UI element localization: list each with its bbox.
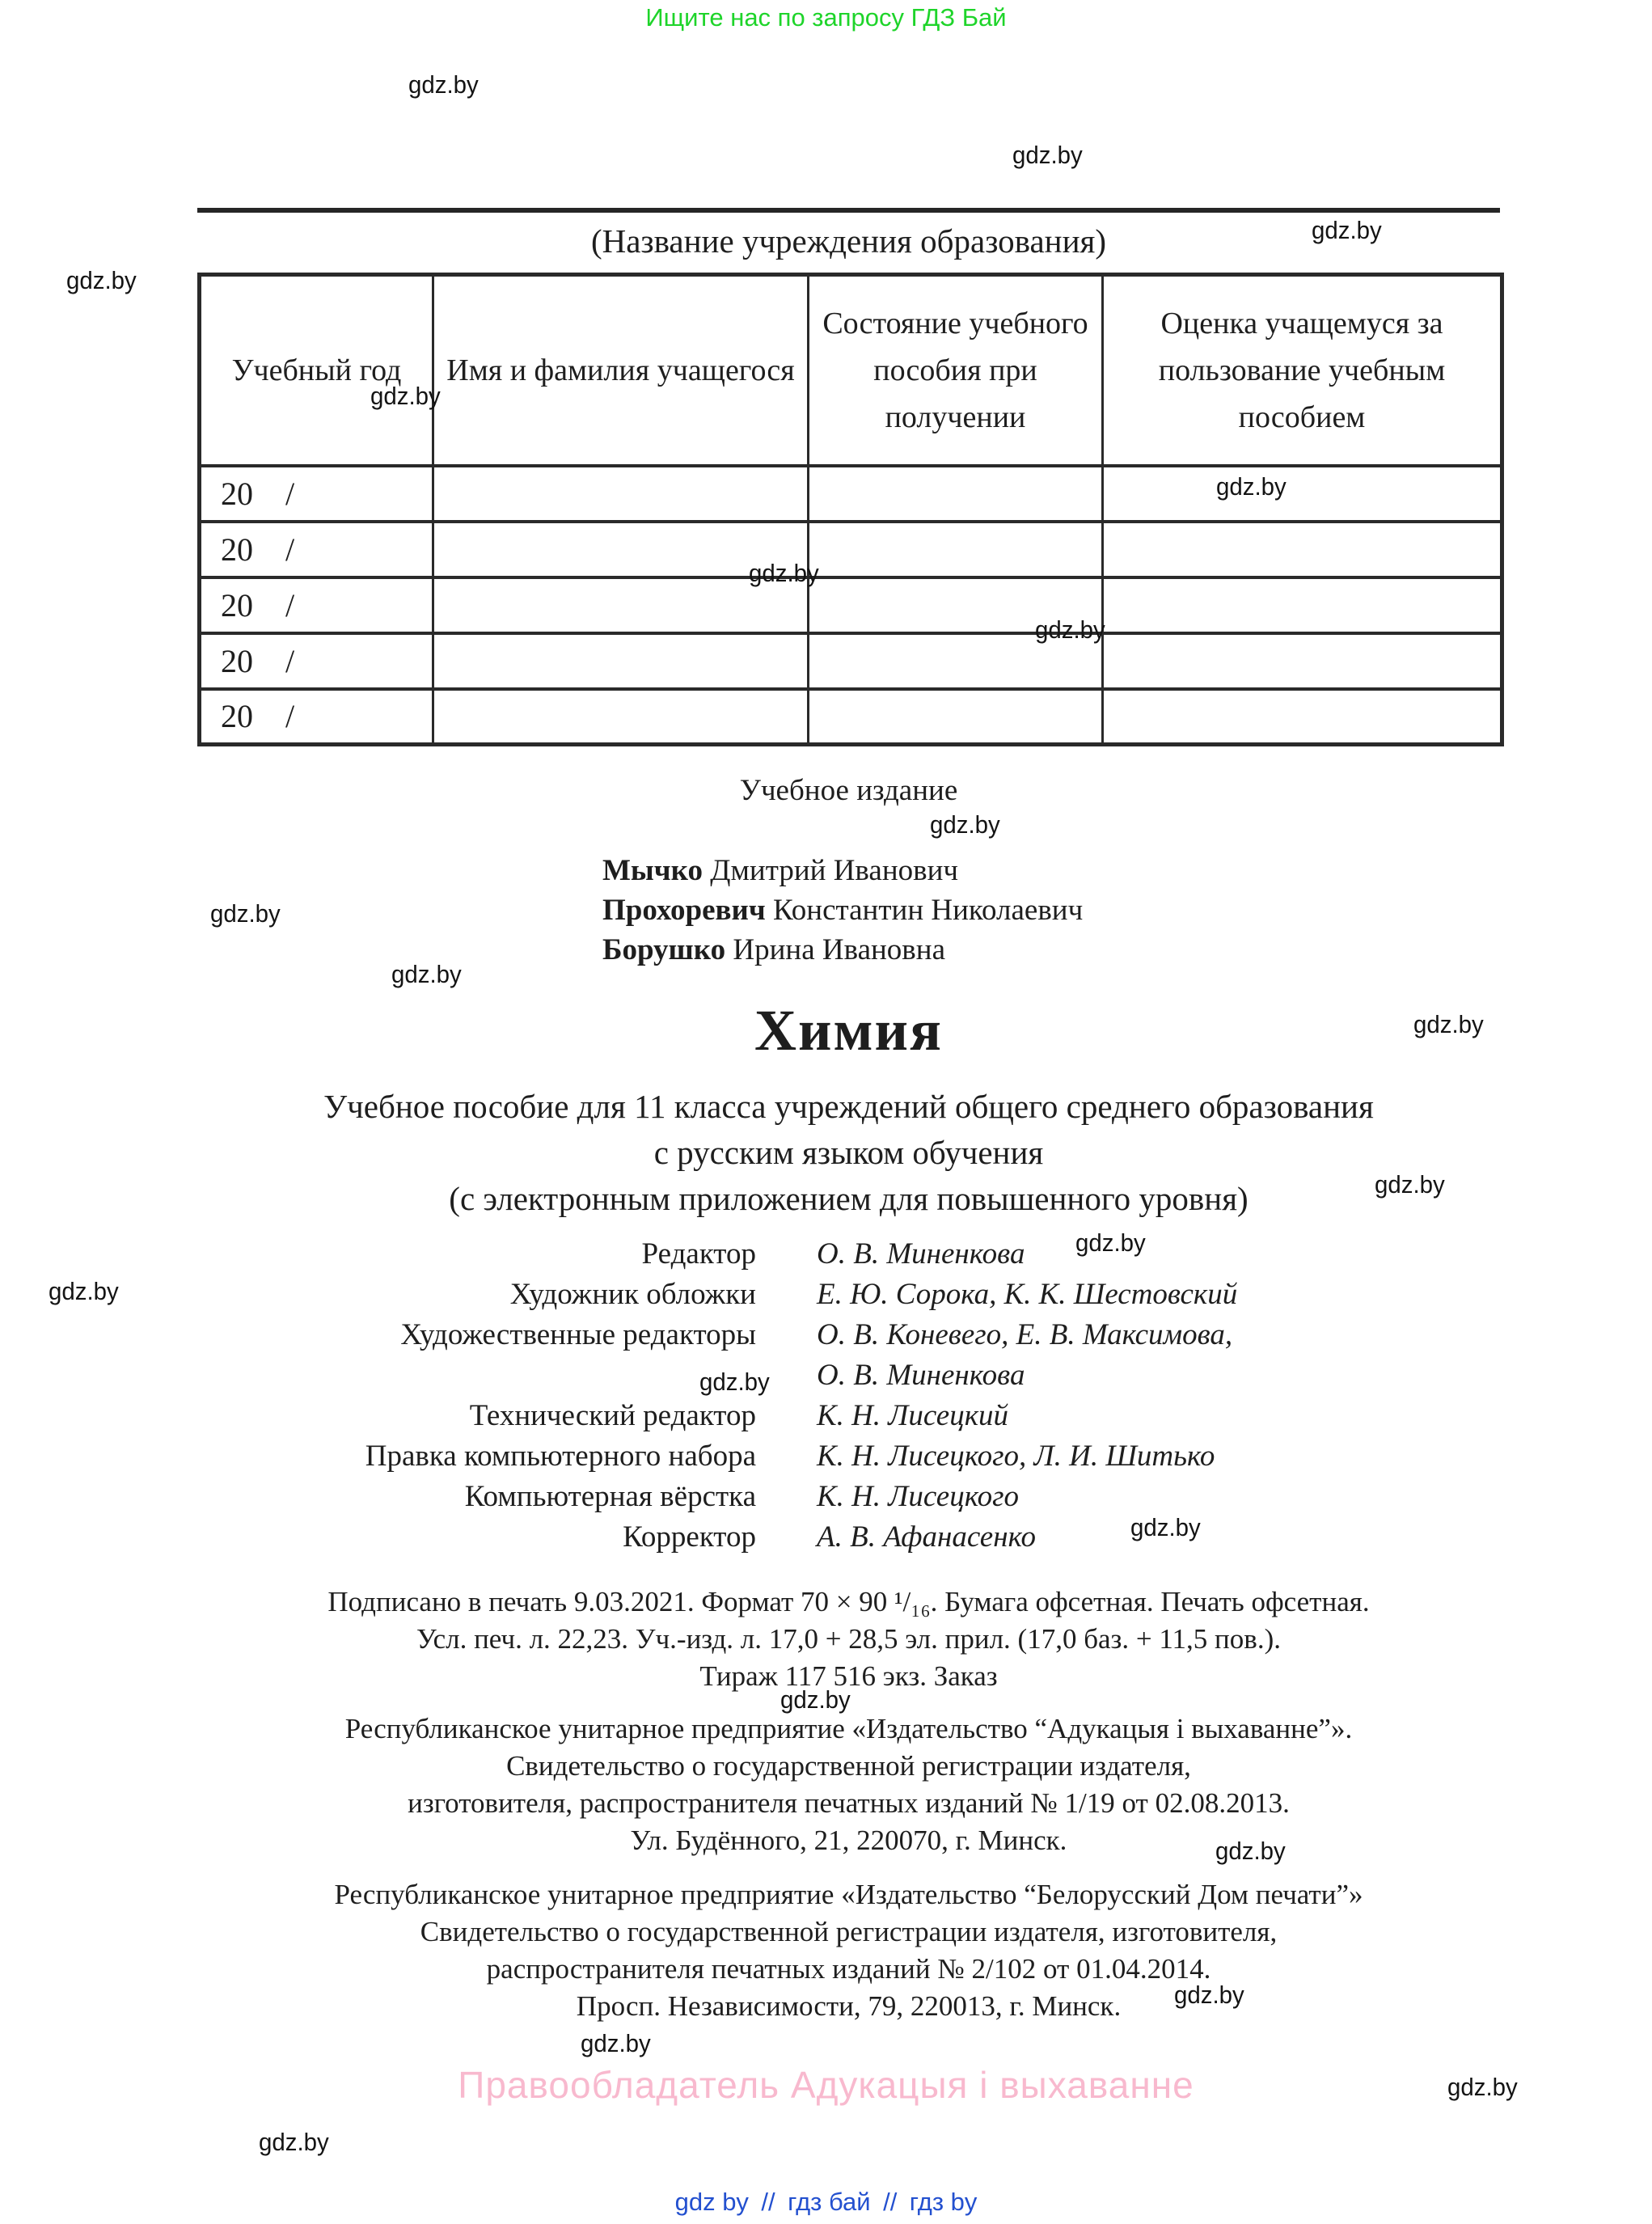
imprint-printer (197, 1876, 1500, 2025)
year-cell: 20 / (200, 689, 433, 745)
book-title: Химия (754, 998, 943, 1063)
empty-cell (809, 466, 1103, 522)
column-header: Состояние учебного пособия при получении (809, 275, 1103, 466)
watermark: gdz.by (1035, 615, 1105, 644)
credit-person: О. В. Миненкова (817, 1359, 1025, 1392)
empty-cell (1103, 689, 1502, 745)
credit-row (197, 1234, 1500, 1275)
credit-role (197, 1355, 756, 1396)
watermark: gdz.by (210, 899, 281, 928)
credit-role: Технический редактор (469, 1399, 756, 1432)
author-name: Прохоревич Константин Николаевич (602, 894, 1084, 927)
edition-kind-label: Учебное издание (739, 774, 958, 807)
subtitle-block (197, 1084, 1500, 1222)
watermark: gdz.by (1216, 472, 1287, 501)
authors-block (602, 851, 1083, 970)
credit-row (197, 1275, 1500, 1315)
watermark: gdz.by (259, 2128, 329, 2156)
watermark: gdz.by (66, 266, 137, 294)
watermark: gdz.by (1312, 216, 1382, 244)
watermark: gdz.by (1075, 1228, 1146, 1257)
credit-person: О. В. Коневего, Е. В. Максимова, (817, 1318, 1233, 1351)
footer-links[interactable]: gdz by // гдз бай // гдз by (674, 2188, 978, 2216)
subtitle-line: Учебное пособие для 11 класса учреждений общего среднего образования (323, 1088, 1374, 1125)
empty-cell (1103, 577, 1502, 633)
table-row (200, 577, 1502, 633)
imprint-line: Республиканское унитарное предприятие «Издательство “Адукацыя і выхаванне”». (344, 1713, 1353, 1744)
credit-person: К. Н. Лисецкий (817, 1399, 1009, 1432)
credit-row (197, 1477, 1500, 1517)
column-header: Имя и фамилия учащегося (433, 275, 809, 466)
watermark: gdz.by (370, 382, 441, 410)
empty-cell (1103, 633, 1502, 689)
column-header: Оценка учащемуся за пользование учебным пособием (1103, 275, 1502, 466)
credit-role: Правка компьютерного набора (365, 1440, 756, 1473)
watermark: gdz.by (1375, 1170, 1445, 1199)
author-name: Борушко Ирина Ивановна (602, 933, 945, 966)
year-cell: 20 / (200, 466, 433, 522)
table-caption: (Название учреждения образования) (590, 222, 1107, 260)
credit-role: Компьютерная вёрстка (464, 1480, 756, 1513)
rights-holder-banner: Правообладатель Адукацыя і выхаванне (458, 2064, 1194, 2106)
watermark: gdz.by (780, 1685, 851, 1714)
imprint-line: Свидетельство о государственной регистрации издателя, (506, 1750, 1191, 1782)
imprint-line: Усл. печ. л. 22,23. Уч.-изд. л. 17,0 + 28,5 эл. прил. (17,0 баз. + 11,5 пов.). (416, 1623, 1281, 1655)
credit-person: К. Н. Лисецкого, Л. И. Шитько (817, 1440, 1215, 1473)
credit-row (197, 1355, 1500, 1396)
table-header-row (200, 275, 1502, 466)
empty-cell (809, 633, 1103, 689)
credit-row (197, 1436, 1500, 1477)
credit-role: Редактор (641, 1237, 756, 1271)
watermark: gdz.by (1130, 1513, 1201, 1541)
subtitle-line: с русским языком обучения (653, 1134, 1044, 1171)
imprint-line: Ул. Будённого, 21, 220070, г. Минск. (630, 1824, 1067, 1856)
imprint-line: изготовителя, распространителя печатных изданий № 1/19 от 02.08.2013. (408, 1787, 1290, 1819)
imprint-publisher (197, 1710, 1500, 1859)
imprint-line: Свидетельство о государственной регистрации издателя, изготовителя, (420, 1916, 1278, 1947)
promo-banner: Ищите нас по запросу ГДЗ Бай (645, 3, 1007, 32)
credit-role: Художник обложки (509, 1278, 756, 1311)
column-header: Учебный год (200, 275, 433, 466)
imprint-line: Тираж 117 516 экз. Заказ (699, 1660, 998, 1692)
credit-person: К. Н. Лисецкого (817, 1480, 1020, 1513)
credit-person: А. В. Афанасенко (817, 1520, 1036, 1554)
author-name: Мычко Дмитрий Иванович (602, 854, 958, 887)
watermark: gdz.by (581, 2029, 651, 2057)
table-row (200, 522, 1502, 577)
watermark: gdz.by (391, 960, 462, 988)
watermark: gdz.by (49, 1277, 119, 1305)
year-cell: 20 / (200, 522, 433, 577)
watermark: gdz.by (930, 810, 1000, 839)
table-row (200, 466, 1502, 522)
watermark: gdz.by (1174, 1981, 1244, 2009)
table-row (200, 633, 1502, 689)
watermark: gdz.by (1012, 141, 1083, 169)
credit-row (197, 1517, 1500, 1558)
watermark: gdz.by (1215, 1837, 1286, 1865)
empty-cell (433, 633, 809, 689)
empty-cell (809, 522, 1103, 577)
watermark: gdz.by (1447, 2073, 1518, 2101)
empty-cell (433, 577, 809, 633)
credit-person: О. В. Миненкова (817, 1237, 1025, 1271)
imprint-line: Подписано в печать 9.03.2021. Формат 70 × 90 ¹/₁₆. Бумага офсетная. Печать офсетная. (327, 1586, 1370, 1617)
year-cell: 20 / (200, 633, 433, 689)
credit-role: Корректор (623, 1520, 756, 1554)
watermark: gdz.by (408, 70, 479, 99)
imprint-line: Просп. Независимости, 79, 220013, г. Минск. (576, 1990, 1122, 2022)
empty-cell (433, 689, 809, 745)
table-row (200, 689, 1502, 745)
empty-cell (809, 689, 1103, 745)
credit-row (197, 1396, 1500, 1436)
imprint-line: распространителя печатных изданий № 2/102 от 01.04.2014. (486, 1953, 1211, 1985)
empty-cell (433, 466, 809, 522)
credits-block (197, 1234, 1500, 1558)
subtitle-line: (с электронным приложением для повышенного уровня) (449, 1180, 1249, 1217)
credit-role: Художественные редакторы (400, 1318, 756, 1351)
empty-cell (809, 577, 1103, 633)
empty-cell (1103, 522, 1502, 577)
year-cell: 20 / (200, 577, 433, 633)
watermark: gdz.by (749, 559, 819, 587)
credit-row (197, 1315, 1500, 1355)
watermark: gdz.by (1413, 1010, 1484, 1038)
imprint-line: Республиканское унитарное предприятие «Издательство “Белорусский Дом печати”» (334, 1879, 1363, 1910)
usage-record-table (197, 273, 1504, 746)
table-body (200, 466, 1502, 745)
credit-person: Е. Ю. Сорока, К. К. Шестовский (817, 1278, 1238, 1311)
empty-cell (433, 522, 809, 577)
imprint-print-info (197, 1583, 1500, 1695)
school-name-blank-line (197, 208, 1500, 213)
empty-cell (1103, 466, 1502, 522)
watermark: gdz.by (699, 1368, 770, 1396)
